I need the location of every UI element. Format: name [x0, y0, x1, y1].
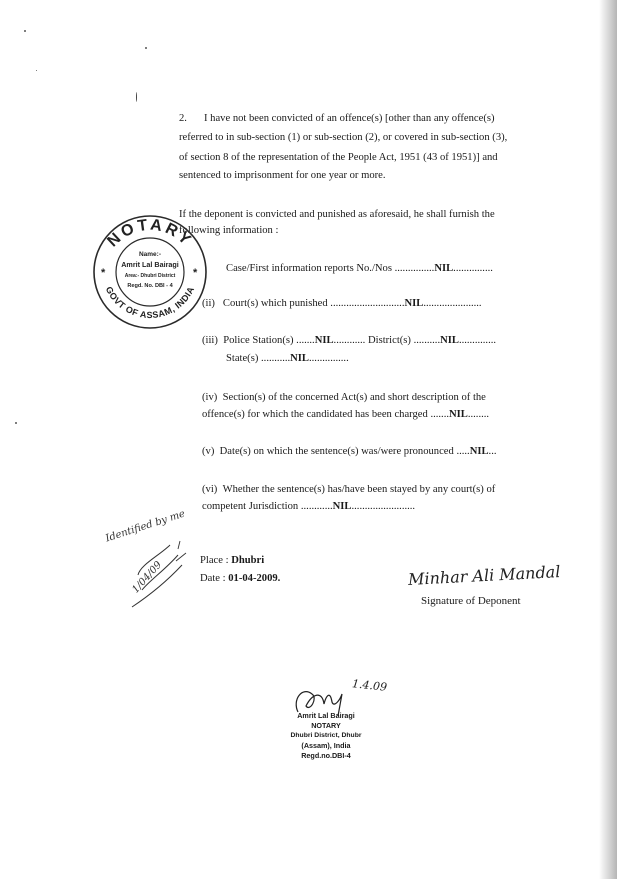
item-v-number: (v) [202, 446, 215, 457]
notary-stamp-graphic [90, 212, 210, 332]
item-iv-value: NIL [449, 409, 468, 420]
item-iv-leader: ....... [427, 409, 449, 420]
intro-line-1: If the deponent is convicted and punished as aforesaid, he shall furnish the [179, 209, 495, 220]
deponent-signature: Minhar Ali Mandal [407, 562, 561, 589]
stamp-ring-top-text: NOTARY [104, 216, 196, 251]
item-i [226, 259, 493, 278]
scan-edge-shadow [599, 0, 617, 879]
item-iii-ps-leader: ....... [293, 335, 315, 346]
date-value: 01-04-2009. [228, 573, 281, 584]
item-iii-state-label: State(s) [226, 353, 259, 364]
clause-2-line-1: I have not been convicted of an offence(s) [other than any offence(s) [204, 113, 495, 124]
scan-speck [136, 92, 137, 102]
item-iv-line-2 [202, 405, 489, 424]
stamp-name: Amrit Lal Bairagi [121, 260, 179, 269]
notary-seal-district: Dhubri District, Dhubr [290, 732, 362, 739]
place-line [200, 551, 264, 570]
date-label: Date : [200, 573, 226, 584]
item-vi-text-2: competent Jurisdiction [202, 501, 299, 512]
item-ii-value: NIL [404, 298, 424, 309]
item-iii-state-value: NIL [290, 353, 309, 364]
item-iii-district-label: District(s) [367, 335, 411, 346]
item-i-trail: ............... [453, 263, 493, 274]
clause-2-line-4: sentenced to imprisonment for one year or more. [179, 170, 386, 181]
item-iii-number: (iii) [202, 335, 218, 346]
item-i-leader: ............... [391, 263, 435, 274]
item-i-label: Case/First information reports No./Nos [226, 263, 392, 274]
item-vi-line-2 [202, 497, 415, 516]
notary-stamp [90, 212, 210, 332]
notary-seal-name: Amrit Lal Bairagi [297, 711, 355, 720]
item-vi-value: NIL [332, 501, 352, 512]
item-i-value: NIL [434, 263, 454, 274]
item-iii-state-trail: ............... [309, 353, 349, 364]
margin-note-scribble [120, 535, 200, 615]
clause-2-line-2: referred to in sub-section (1) or sub-section (2), or covered in sub-section (3), [179, 132, 508, 143]
item-iii-line-2 [226, 349, 349, 368]
item-vi-number: (vi) [202, 484, 218, 495]
item-vi-trail: ........................ [351, 501, 416, 512]
item-iii-district-trail: .............. [458, 335, 497, 346]
notary-seal-regd: Regd.no.DBI-4 [301, 751, 351, 760]
item-vi-leader: ............ [298, 501, 333, 512]
stamp-area: Area:- Dhubri District [124, 273, 176, 279]
stamp-name-label: Name:- [138, 251, 162, 258]
item-iv-trail: ........ [467, 409, 490, 420]
item-ii-trail: ...................... [423, 298, 482, 309]
scan-speck [145, 47, 147, 49]
intro-line-2: following information : [179, 225, 279, 236]
item-v-value: NIL [469, 446, 489, 457]
item-v-leader: ..... [453, 446, 470, 457]
item-iv-text-2: offence(s) for which the candidated has been charged [202, 409, 428, 420]
scan-speck [36, 70, 37, 71]
notary-seal [278, 711, 374, 761]
deponent-signature-caption: Signature of Deponent [421, 595, 521, 607]
item-ii-number: (ii) [202, 298, 215, 309]
item-iii-ps-trail: ............ [333, 335, 366, 346]
scan-speck [24, 30, 26, 32]
stamp-star-left-icon: * [101, 267, 106, 279]
item-iii-district-value: NIL [440, 335, 459, 346]
item-iii-ps-label: Police Station(s) [223, 335, 294, 346]
item-iii-line-1 [202, 331, 496, 350]
item-v [202, 442, 497, 461]
clause-2-number: 2. [179, 113, 187, 124]
date-line [200, 569, 280, 588]
place-label: Place : [200, 555, 229, 566]
item-iii-district-leader: .......... [410, 335, 441, 346]
margin-note-date: 1/04/09 [130, 559, 165, 596]
notary-signature-date: 1.4.09 [351, 677, 388, 694]
stamp-ring-bottom-text: GOVT OF ASSAM, INDIA [103, 284, 197, 321]
place-value: Dhubri [231, 555, 265, 566]
item-vi-text-1: Whether the sentence(s) has/have been stayed by any court(s) of [222, 484, 496, 495]
item-iii-state-leader: ........... [258, 353, 291, 364]
item-v-trail: ... [488, 446, 497, 457]
notary-seal-state: (Assam), India [301, 741, 351, 750]
clause-2-line-3: of section 8 of the representation of the People Act, 1951 (43 of 1951)] and [179, 152, 498, 163]
margin-note-text: Identified by me [104, 508, 187, 545]
item-ii-label: Court(s) which punished [222, 298, 328, 309]
item-ii-leader: ............................ [327, 298, 405, 309]
stamp-regd: Regd. No. DBI - 4 [127, 283, 173, 289]
scan-speck [15, 422, 17, 424]
notary-seal-title: NOTARY [311, 721, 341, 730]
stamp-star-right-icon: * [193, 267, 198, 279]
item-ii [202, 294, 482, 313]
item-v-label: Date(s) on which the sentence(s) was/were pronounced [219, 446, 454, 457]
item-iv-number: (iv) [202, 392, 218, 403]
item-iv-text-1: Section(s) of the concerned Act(s) and short description of the [222, 392, 486, 403]
item-iii-ps-value: NIL [314, 335, 334, 346]
